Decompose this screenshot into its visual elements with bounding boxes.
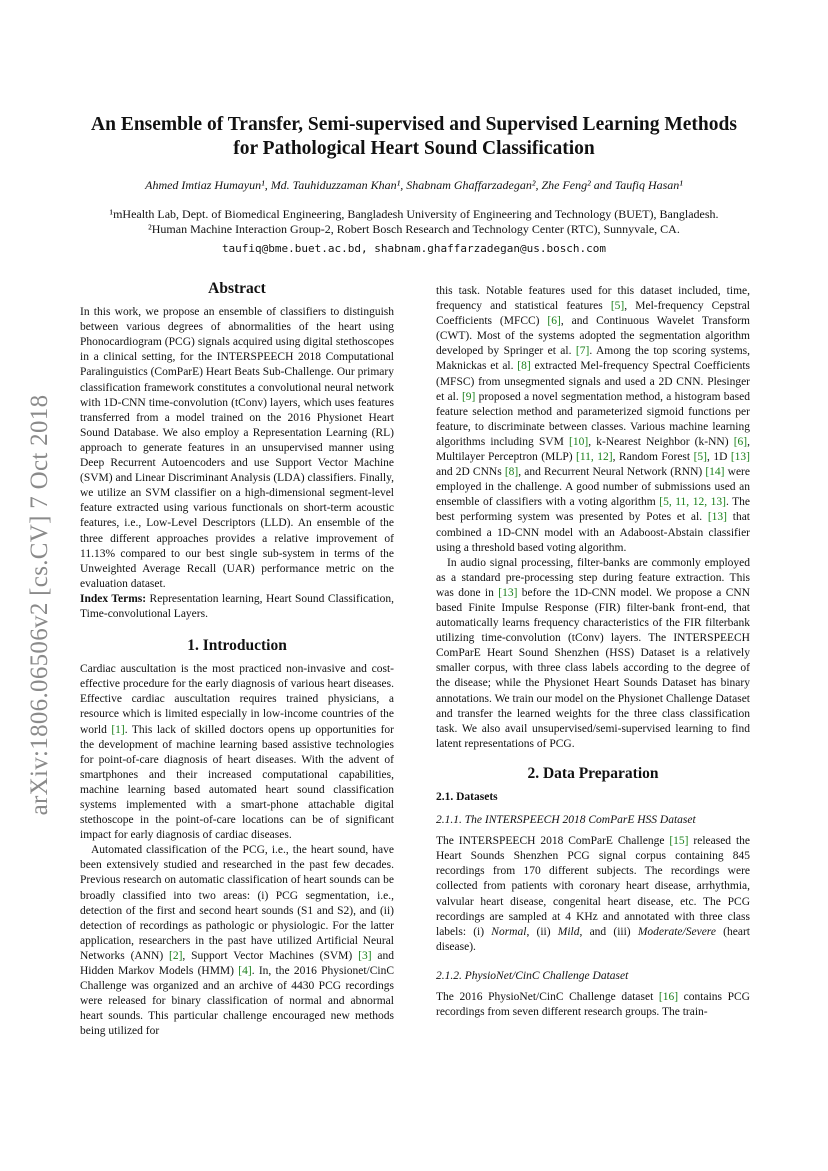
citation-link[interactable]: [8] xyxy=(504,466,519,479)
intro-p3-text: , 1D xyxy=(706,451,731,464)
intro-p2-text-d: . In, the 2016 Physionet/CinC Challenge was organized and an archive of 4430 PCG recordings were released for binary classification of normal and abnormal heart sounds. This particular challenge encouraged new methods being utilized for xyxy=(80,965,394,1038)
citation-link[interactable]: [13] xyxy=(707,511,727,524)
intro-p3-text: this task. Notable features used for this dataset included, time, frequency and statistical features xyxy=(436,285,750,313)
intro-p1-text-a: Cardiac auscultation is the most practiced non-invasive and cost-effective procedure for the early diagnosis of various heart diseases. Effective cardiac auscultation requires trained physicians, a resource which is limited especially in low-income countries of the world xyxy=(80,663,394,736)
intro-p3-text: and 2D CNNs xyxy=(436,466,505,479)
physionet-text: The 2016 PhysioNet/CinC Challenge dataset xyxy=(436,991,659,1004)
affiliation-2: ²Human Machine Interaction Group-2, Robert Bosch Research and Technology Center (RTC), Sunnyvale, CA. xyxy=(148,222,680,236)
intro-p3-text: extracted Mel-frequency Spectral Coefficients (MFSC) from unsegmented signals and used a 2D CNN. Plesinger et al. xyxy=(436,360,750,403)
citation-link[interactable]: [7] xyxy=(575,345,590,358)
intro-p3-text: , and Recurrent Neural Network (RNN) xyxy=(518,466,706,479)
intro-p4-text: In audio signal processing, filter-banks are commonly employed as a standard pre-processing step during feature extraction. This was done in xyxy=(436,556,750,599)
hss-text: released the Heart Sounds Shenzhen PCG signal corpus containing 845 recordings from 170 different subjects. The recordings were collected from patients with coronary heart disease, arrhythmia, valvular heart disease, congenital heart disease, etc. The PCG recordings are sampled at 4 KHz and annotated with three class labels: (i) xyxy=(436,835,750,938)
citation-link[interactable]: [1] xyxy=(111,723,125,736)
citation-link[interactable]: [13] xyxy=(498,586,518,599)
paper-title xyxy=(80,113,748,161)
intro-p2-text-b: , Support Vector Machines (SVM) xyxy=(182,949,359,962)
intro-p3-text: proposed a novel segmentation method, a histogram based feature selection method and parameterized sigmoid functions per feature, to discriminate between classes. Various machine learning algorithms including SVM xyxy=(436,390,750,448)
citation-link[interactable]: [3] xyxy=(358,949,372,962)
citation-link[interactable]: [9] xyxy=(461,390,476,403)
citation-link[interactable]: [5] xyxy=(693,451,707,464)
datasets-subheading: 2.1. Datasets xyxy=(436,791,498,803)
left-column xyxy=(80,281,394,1040)
intro-p3-text: , k-Nearest Neighbor (k-NN) xyxy=(588,435,734,448)
citation-link[interactable]: [4] xyxy=(238,965,252,978)
author-emails: taufiq@bme.buet.ac.bd, shabnam.ghaffarzadegan@us.bosch.com xyxy=(221,242,607,255)
intro-p2-text-a: Automated classification of the PCG, i.e., the heart sound, have been extensively studied and researched in the past few decades. Previous research on automatic classification of heart sounds can be broadly classified into two areas: (i) PCG segmentation, i.e., detection of the first and second heart sounds (S1 and S2), and (ii) detection of recordings as pathologic or physiologic. For the latter application, researchers in the past have utilized Artificial Neural Networks (ANN) xyxy=(80,844,394,962)
index-terms xyxy=(80,592,394,622)
intro-p3-text: were employed in the challenge. A good number of submissions used an ensemble of classifiers with a voting algorithm xyxy=(436,466,750,509)
physionet-dataset-paragraph xyxy=(436,990,750,1020)
intro-p4-text: before the 1D-CNN model. We propose a CNN based Finite Impulse Response (FIR) filter-bank front-end, that automatically learns frequency characteristics of the FIR filterbank utilizing time-convolution (tConv) layers. The INTERSPEECH ComParE Heart Sound Shenzhen (HSS) Dataset is a relatively smaller corpus, with three class labels according to the degree of the disease; while the Physionet Heart Sounds Dataset has binary annotations. We train our model on the Physionet Challenge Dataset and transfer the learned weights for the three class classification task. We also avail unsupervised/semi-supervised learning to find latent representations of PCG. xyxy=(436,586,751,750)
citation-link[interactable]: [14] xyxy=(705,466,725,479)
data-preparation-heading: 2. Data Preparation xyxy=(527,764,659,782)
hss-text: (heart disease). xyxy=(436,925,750,953)
intro-p3-text: , Mel-frequency Cepstral Coefficients (MFCC) xyxy=(436,300,751,328)
intro-paragraph-4 xyxy=(436,556,750,752)
hss-text: , and (iii) xyxy=(579,925,638,938)
citation-link[interactable]: [6] xyxy=(733,435,748,448)
abstract-text: In this work, we propose an ensemble of classifiers to distinguish between various degrees of abnormalities of the heart using Phonocardiogram (PCG) signals acquired using digital stethoscopes in a clinical setting, for the INTERSPEECH 2018 Computational Paralinguistics (ComParE) Heart Beats Sub-Challenge. Our primary classification framework constitutes a convolutional neural network with 1D-CNN time-convolution (tConv) layers, which uses features transferred from a model trained on the 2016 Physionet Heart Sound Database. We also employ a Representation Learning (RL) approach to generate features in an unsupervised manner using Deep Recurrent Autoencoders and use Support Vector Machine (SVM) and Linear Discriminant Analysis (LDA) classifiers. Finally, we utilize an SVM classifier on a high-dimensional segment-level feature extracted using various functionals on short-term acoustic features, i.e., Low-Level Descriptors (LLD). An ensemble of the three different approaches provides a relative improvement of 11.13% compared to our best single sub-system in terms of the Unweighted Average Recall (UAR) performance metric on the evaluation dataset. xyxy=(80,306,394,590)
physionet-text: contains PCG recordings from seven different research groups. The train- xyxy=(436,991,750,1019)
introduction-heading: 1. Introduction xyxy=(187,637,287,655)
citation-link[interactable]: [2] xyxy=(169,949,183,962)
physionet-dataset-subheading: 2.1.2. PhysioNet/CinC Challenge Dataset xyxy=(436,969,629,982)
title-line-2: for Pathological Heart Sound Classification xyxy=(233,138,595,159)
hss-dataset-subheading: 2.1.1. The INTERSPEECH 2018 ComParE HSS Dataset xyxy=(436,814,696,827)
class-label-severe: Moderate/Severe xyxy=(637,925,716,938)
citation-link[interactable]: [16] xyxy=(658,991,679,1004)
intro-p3-text: , and Continuous Wavelet Transform (CWT). Most of the systems adopted the segmentation algorithm developed by Springer et al. xyxy=(436,315,750,358)
class-label-normal: Normal xyxy=(491,925,527,938)
intro-p3-text: . The best performing system was presented by Potes et al. xyxy=(436,496,751,524)
right-column xyxy=(436,284,750,1020)
index-terms-label: Index Terms: xyxy=(80,592,147,605)
intro-p2-text-c: and Hidden Markov Models (HMM) xyxy=(80,949,394,978)
arxiv-identifier-text: arXiv:1806.06506v2 [cs.CV] 7 Oct 2018 xyxy=(26,394,53,816)
intro-paragraph-3 xyxy=(436,284,750,556)
abstract-heading: Abstract xyxy=(208,280,266,297)
index-terms-text: Representation learning, Heart Sound Classification, Time-convolutional Layers. xyxy=(80,592,394,620)
intro-p3-text: that combined a 1D-CNN model with an Adaboost-Abstain classifier using a threshold based voting algorithm. xyxy=(436,511,750,554)
citation-link[interactable]: [8] xyxy=(517,360,531,373)
citation-link[interactable]: [15] xyxy=(669,835,689,848)
hss-text: , (ii) xyxy=(526,925,558,938)
intro-p1-text-b: . This lack of skilled doctors opens up opportunities for the development of machine learning based assistive technologies for point-of-care diagnosis of heart diseases. With the advent of smartphones and their increased computational capabilities, machine learning based automated heart sound classification systems implemented with a smart-phone attachable digital stethoscope in the point-of-care locations can be of significant impact for early diagnosis of cardiac diseases. xyxy=(80,723,394,842)
author-list: Ahmed Imtiaz Humayun¹, Md. Tauhiduzzaman Khan¹, Shabnam Ghaffarzadegan², Zhe Feng² and Taufiq Hasan¹ xyxy=(145,178,683,192)
intro-p3-text: . Among the top scoring systems, Maknickas et al. xyxy=(436,345,750,373)
affiliation-1: ¹mHealth Lab, Dept. of Biomedical Engineering, Bangladesh University of Engineering and Technology (BUET), Bangladesh. xyxy=(109,207,719,221)
title-line-1: An Ensemble of Transfer, Semi-supervised and Supervised Learning Methods xyxy=(91,114,737,135)
intro-paragraph-2 xyxy=(80,843,394,1039)
arxiv-identifier xyxy=(20,370,60,840)
citation-link[interactable]: [6] xyxy=(547,315,561,328)
hss-dataset-paragraph xyxy=(436,834,750,955)
hss-text: The INTERSPEECH 2018 ComParE Challenge xyxy=(436,835,670,848)
class-label-mild: Mild xyxy=(557,925,580,938)
affiliations xyxy=(80,207,748,237)
citation-link[interactable]: [10] xyxy=(569,435,589,448)
intro-p3-text: , Random Forest xyxy=(612,451,694,464)
citation-link[interactable]: [5, 11, 12, 13] xyxy=(659,496,726,509)
citation-link[interactable]: [5] xyxy=(610,300,625,313)
intro-paragraph-1 xyxy=(80,662,394,843)
citation-link[interactable]: [13] xyxy=(730,451,750,464)
citation-link[interactable]: [11, 12] xyxy=(576,451,613,464)
intro-p3-text: , Multilayer Perceptron (MLP) xyxy=(436,435,750,464)
